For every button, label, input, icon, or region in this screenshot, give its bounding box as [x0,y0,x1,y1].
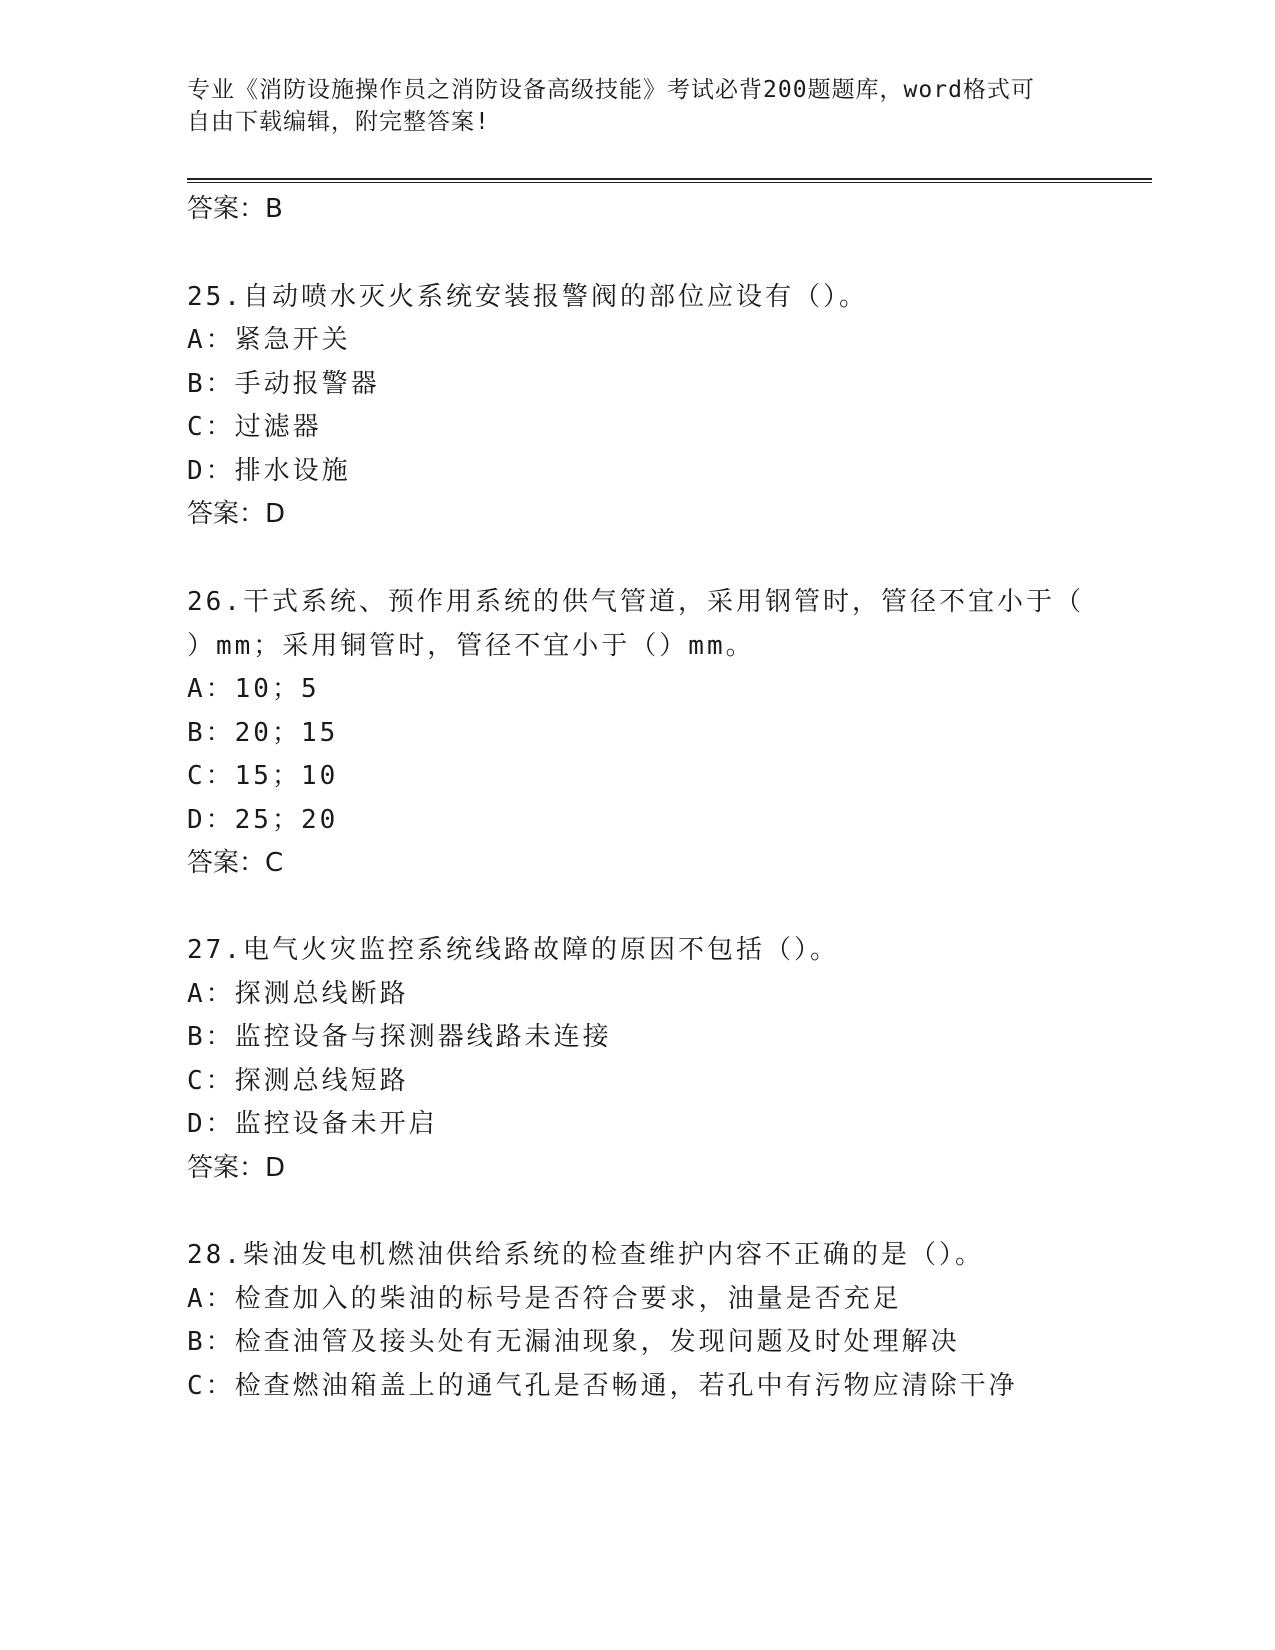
question-25-option-d: D：排水设施 [187,456,351,486]
question-27-text: 27.电气火灾监控系统线路故障的原因不包括（）。 [187,935,839,965]
header-line-2: 自由下载编辑，附完整答案! [187,109,490,135]
question-27-option-d: D：监控设备未开启 [187,1109,438,1139]
question-28-option-b: B：检查油管及接头处有无漏油现象，发现问题及时处理解决 [187,1327,960,1357]
header-line-1: 专业《消防设施操作员之消防设备高级技能》考试必背200题题库，word格式可 [187,77,1035,103]
question-27-option-b: B：监控设备与探测器线路未连接 [187,1022,612,1052]
question-25-answer: 答案：D [187,499,286,529]
question-28-option-a: A：检查加入的柴油的标号是否符合要求，油量是否充足 [187,1284,902,1314]
question-28-text: 28.柴油发电机燃油供给系统的检查维护内容不正确的是（）。 [187,1240,984,1270]
question-28-option-c: C：检查燃油箱盖上的通气孔是否畅通，若孔中有污物应清除干净 [187,1371,1018,1401]
question-26-option-a: A：10；5 [187,674,320,704]
document-header [187,74,1087,138]
question-26-text-line-2: ）mm；采用铜管时，管径不宜小于（）mm。 [187,631,755,661]
header-divider [187,178,1152,183]
question-26-option-d: D：25；20 [187,805,339,835]
question-26-text-line-1: 26.干式系统、预作用系统的供气管道，采用钢管时，管径不宜小于（ [187,587,1084,617]
question-25-text: 25.自动喷水灭火系统安装报警阀的部位应设有（）。 [187,282,868,312]
question-25-option-a: A：紧急开关 [187,325,351,355]
question-26-answer: 答案：C [187,848,284,878]
question-26-option-b: B：20；15 [187,718,339,748]
question-26-option-c: C：15；10 [187,761,339,791]
question-25-option-c: C：过滤器 [187,412,322,442]
question-25-option-b: B：手动报警器 [187,369,380,399]
question-27-option-c: C：探测总线短路 [187,1066,409,1096]
question-27-option-a: A：探测总线断路 [187,979,409,1009]
question-27-answer: 答案：D [187,1153,286,1183]
previous-answer: 答案：B [187,194,283,224]
